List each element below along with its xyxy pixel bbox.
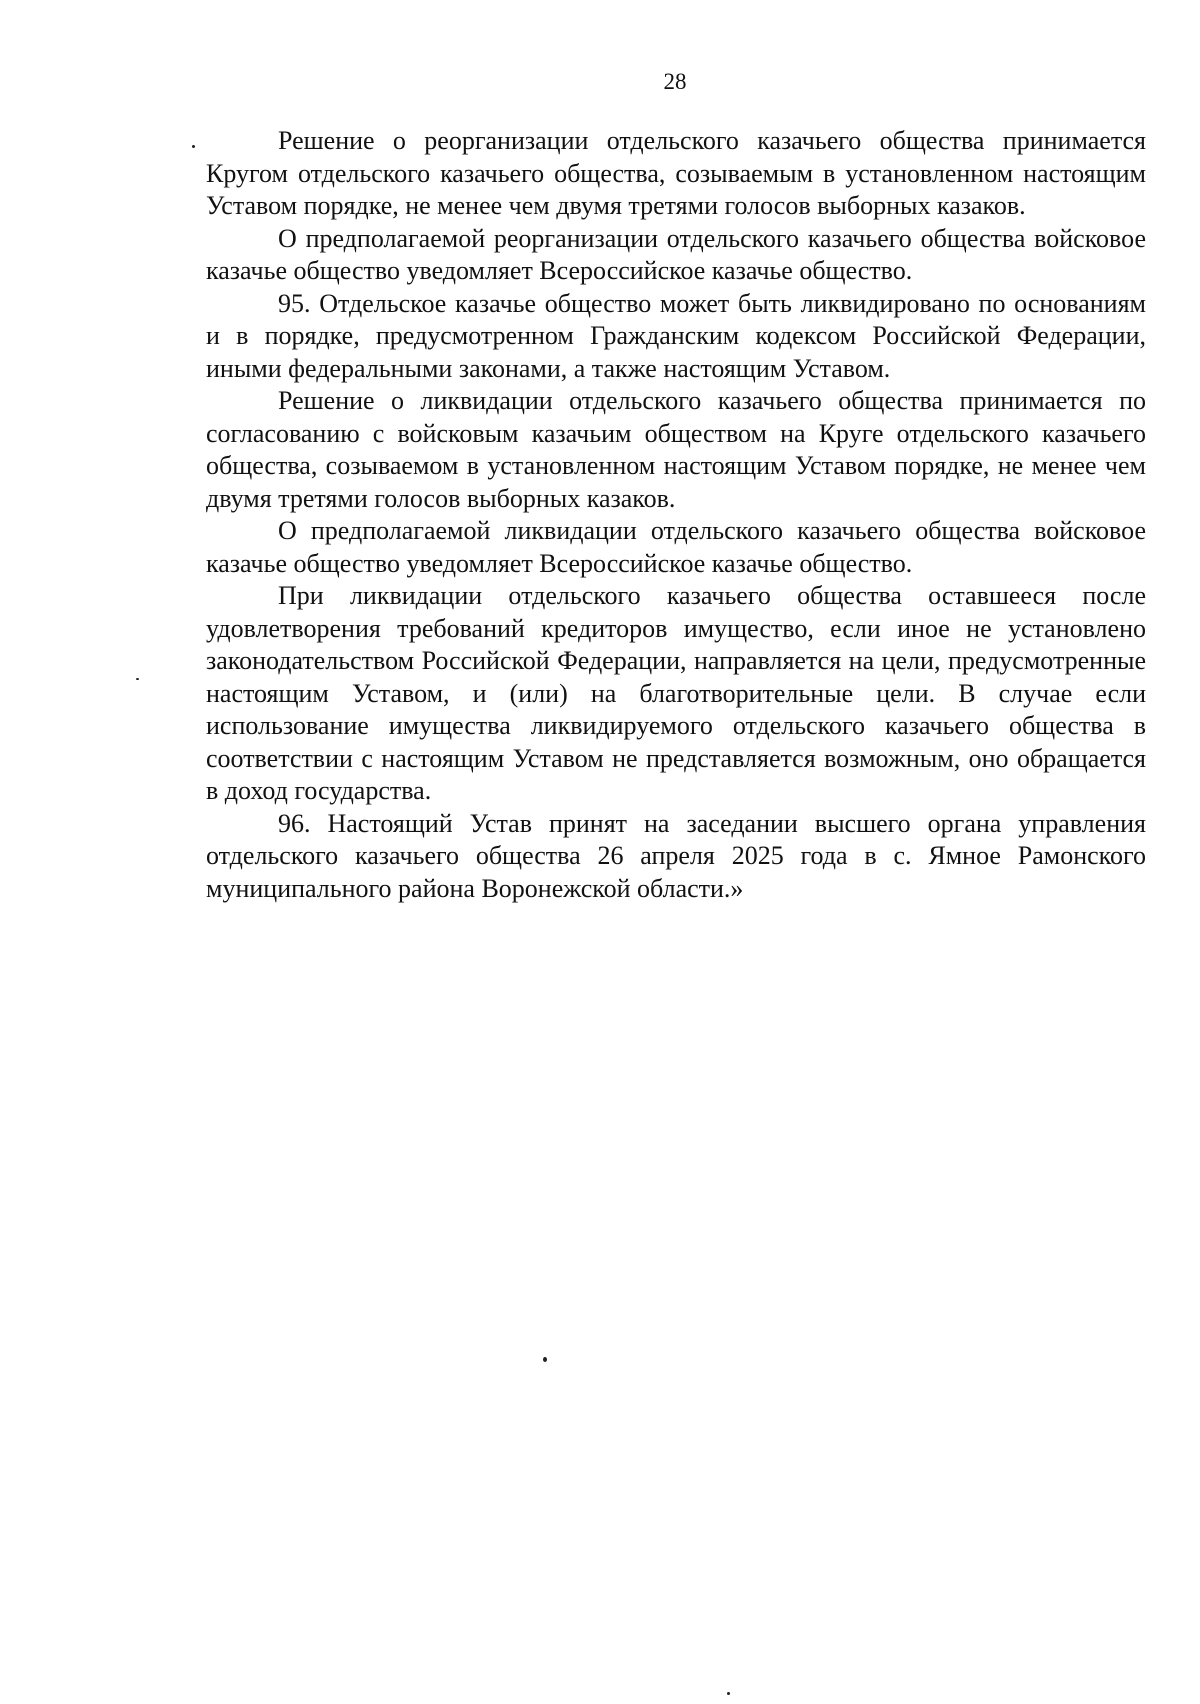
- scan-speck: [136, 678, 139, 680]
- paragraph-liquidation-decision: Решение о ликвидации отдельского казачьего общества принимается по согласованию с войсковым казачьим обществом на Круге отдельского казачьего общества, созываемом в установленном настоящим Уставом порядке, не менее чем двумя третями голосов выборных казаков.: [206, 386, 1146, 513]
- paragraph-liquidation-notice: О предполагаемой ликвидации отдельского казачьего общества войсковое казачье общество уведомляет Всероссийское казачье общество.: [206, 516, 1146, 578]
- paragraph-reorganization-decision: Решение о реорганизации отдельского казачьего общества принимается Кругом отдельского казачьего общества, созываемым в установленном настоящим Уставом порядке, не менее чем двумя третями голосов выборных казаков.: [206, 126, 1146, 220]
- paragraph-95-liquidation-grounds: 95. Отдельское казачье общество может быть ликвидировано по основаниям и в порядке, предусмотренном Гражданским кодексом Российской Федерации, иными федеральными законами, а также настоящим Уставом.: [206, 288, 1146, 383]
- scan-speck: [192, 145, 195, 148]
- page-number: 28: [663, 69, 687, 94]
- paragraph-property-after-liquidation: При ликвидации отдельского казачьего общества оставшееся после удовлетворения требований кредиторов имущество, если иное не установлено законодательством Российской Федерации, направляется на цели, предусмотренные настоящим Уставом, и (или) на благотворительные цели. В случае если использование имущества ликвидируемого отдельского казачьего общества в соответствии с настоящим Уставом не представляется возможным, оно обращается в доход государства.: [206, 581, 1146, 805]
- paragraph-96-charter-adoption: 96. Настоящий Устав принят на заседании высшего органа управления отдельского казачьего общества 26 апреля 2025 года в с. Ямное Рамонского муниципального района Воронежской области.»: [206, 808, 1146, 903]
- document-body: [206, 125, 1146, 905]
- paragraph-reorganization-notice: О предполагаемой реорганизации отдельского казачьего общества войсковое казачье общество уведомляет Всероссийское казачье общество.: [206, 223, 1146, 285]
- scan-speck: [727, 1692, 730, 1695]
- scan-speck: [543, 1357, 547, 1362]
